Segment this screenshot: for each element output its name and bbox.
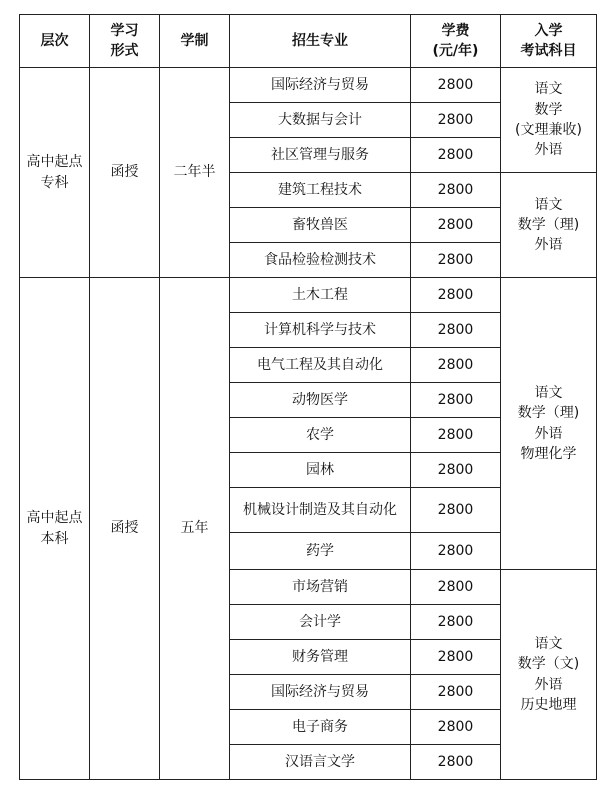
- major-fee: 2800: [411, 640, 501, 675]
- header-fee: 学费 (元/年): [411, 15, 501, 68]
- major-fee: 2800: [411, 710, 501, 745]
- duration-benke: 五年: [160, 278, 230, 780]
- major-name: 市场营销: [230, 570, 411, 605]
- exam-subjects-benke-1: 语文 数学（理) 外语 物理化学: [501, 278, 597, 570]
- major-fee: 2800: [411, 278, 501, 313]
- exam-subjects-benke-2: 语文 数学（文) 外语 历史地理: [501, 570, 597, 780]
- major-fee: 2800: [411, 138, 501, 173]
- major-name: 园林: [230, 453, 411, 488]
- major-name: 计算机科学与技术: [230, 313, 411, 348]
- major-fee: 2800: [411, 675, 501, 710]
- major-fee: 2800: [411, 68, 501, 103]
- major-fee: 2800: [411, 103, 501, 138]
- major-name: 土木工程: [230, 278, 411, 313]
- major-name: 药学: [230, 533, 411, 570]
- study-form-benke: 函授: [90, 278, 160, 780]
- header-row: [20, 15, 597, 68]
- header-exam-subjects: 入学 考试科目: [501, 15, 597, 68]
- exam-subjects-zhuanke-1: 语文 数学 (文理兼收) 外语: [501, 68, 597, 173]
- major-fee: 2800: [411, 745, 501, 780]
- major-name: 畜牧兽医: [230, 208, 411, 243]
- major-name: 国际经济与贸易: [230, 68, 411, 103]
- major-fee: 2800: [411, 605, 501, 640]
- major-name: 建筑工程技术: [230, 173, 411, 208]
- header-duration: 学制: [160, 15, 230, 68]
- major-fee: 2800: [411, 418, 501, 453]
- major-fee: 2800: [411, 488, 501, 533]
- level-zhuanke: 高中起点 专科: [20, 68, 90, 278]
- major-fee: 2800: [411, 533, 501, 570]
- major-name: 大数据与会计: [230, 103, 411, 138]
- major-name: 汉语言文学: [230, 745, 411, 780]
- major-fee: 2800: [411, 313, 501, 348]
- admissions-table: [19, 14, 597, 780]
- major-name: 电子商务: [230, 710, 411, 745]
- major-fee: 2800: [411, 243, 501, 278]
- major-name: 电气工程及其自动化: [230, 348, 411, 383]
- study-form-zhuanke: 函授: [90, 68, 160, 278]
- header-study-form: 学习 形式: [90, 15, 160, 68]
- major-fee: 2800: [411, 453, 501, 488]
- major-fee: 2800: [411, 208, 501, 243]
- header-major: 招生专业: [230, 15, 411, 68]
- major-name: 社区管理与服务: [230, 138, 411, 173]
- major-name: 农学: [230, 418, 411, 453]
- major-name: 会计学: [230, 605, 411, 640]
- table-row: [20, 68, 597, 103]
- exam-subjects-zhuanke-2: 语文 数学（理) 外语: [501, 173, 597, 278]
- major-fee: 2800: [411, 348, 501, 383]
- major-name: 机械设计制造及其自动化: [230, 488, 411, 533]
- major-fee: 2800: [411, 383, 501, 418]
- duration-zhuanke: 二年半: [160, 68, 230, 278]
- header-level: 层次: [20, 15, 90, 68]
- major-name: 食品检验检测技术: [230, 243, 411, 278]
- major-fee: 2800: [411, 173, 501, 208]
- table-row: [20, 278, 597, 313]
- major-fee: 2800: [411, 570, 501, 605]
- major-name: 动物医学: [230, 383, 411, 418]
- major-name: 财务管理: [230, 640, 411, 675]
- level-benke: 高中起点 本科: [20, 278, 90, 780]
- major-name: 国际经济与贸易: [230, 675, 411, 710]
